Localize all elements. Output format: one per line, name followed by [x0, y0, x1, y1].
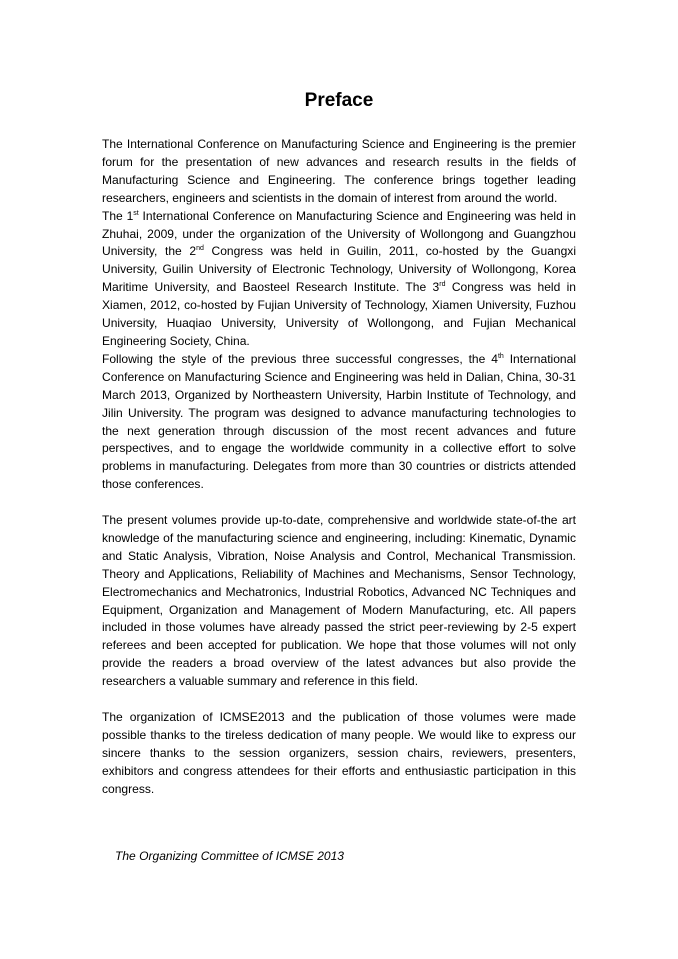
history-text-1: The 1	[102, 208, 134, 223]
ordinal-sup-3: rd	[439, 281, 446, 289]
current-text-2: International Conference on Manufacturing Science and Engineering was held in Dalian, China, 30-31 March 2013, Organized by Northeastern University, Harbin Institute of Technology, and Jilin University. The program was designed to advance manufacturing technologies to the next generation through discussion of the most recent advances and future perspectives, and to engage the worldwide community in a collective effort to solve problems in manufacturing. Delegates from more than 30 countries or districts attended those conferences.	[102, 351, 576, 492]
signature: The Organizing Committee of ICMSE 2013	[115, 849, 344, 863]
ordinal-sup-1: st	[133, 209, 139, 217]
paragraph-volumes: The present volumes provide up-to-date, comprehensive and worldwide state-of-the art knowledge of the manufacturing science and engineering, including: Kinematic, Dynamic and Static Analysis, Vibration, Noise Analysis and Control, Mechanical Transmission. Theory and Applications, Reliability of Machines and Mechanisms, Sensor Technology, Electromechanics and Mechatronics, Industrial Robotics, Advanced NC Techniques and Equipment, Organization and Management of Modern Manufacturing, etc. All papers included in those volumes have already passed the strict peer-reviewing by 2-5 expert referees and been accepted for publication. We hope that those volumes will not only provide the readers a broad overview of the latest advances but also provide the researchers a valuable summary and reference in this field.	[102, 513, 576, 689]
history-text-3: Congress was held in Guilin, 2011, co-hosted by the Guangxi University, Guilin University of Electronic Technology, University of Wollongong, Korea Maritime University, and Baosteel Research Institute. The 3	[102, 244, 576, 295]
page-title: Preface	[304, 90, 374, 111]
paragraph-current	[102, 351, 576, 494]
paragraph-thanks: The organization of ICMSE2013 and the publication of those volumes were made possible thanks to the tireless dedication of many people. We would like to express our sincere thanks to the session organizers, session chairs, reviewers, presenters, exhibitors and congress attendees for their efforts and enthusiastic participation in this congress.	[102, 709, 576, 796]
paragraph-history	[102, 208, 576, 351]
preface-body	[102, 136, 576, 799]
history-text-2: International Conference on Manufacturing Science and Engineering was held in Zhuhai, 2009, under the organization of the University of Wollongong and Guangzhou University, the 2	[102, 208, 576, 259]
history-text-4: Congress was held in Xiamen, 2012, co-hosted by Fujian University of Technology, Xiamen University, Fuzhou University, Huaqiao University, University of Wollongong, and Fujian Mechanical Engineering Society, China.	[102, 280, 576, 348]
ordinal-sup-4: th	[497, 352, 504, 360]
paragraph-intro: The International Conference on Manufacturing Science and Engineering is the premier forum for the presentation of new advances and research results in the fields of Manufacturing Science and Engineering. The conference brings together leading researchers, engineers and scientists in the domain of interest from around the world.	[102, 137, 576, 205]
ordinal-sup-2: nd	[196, 245, 204, 253]
current-text-1: Following the style of the previous three successful congresses, the 4	[102, 351, 498, 366]
